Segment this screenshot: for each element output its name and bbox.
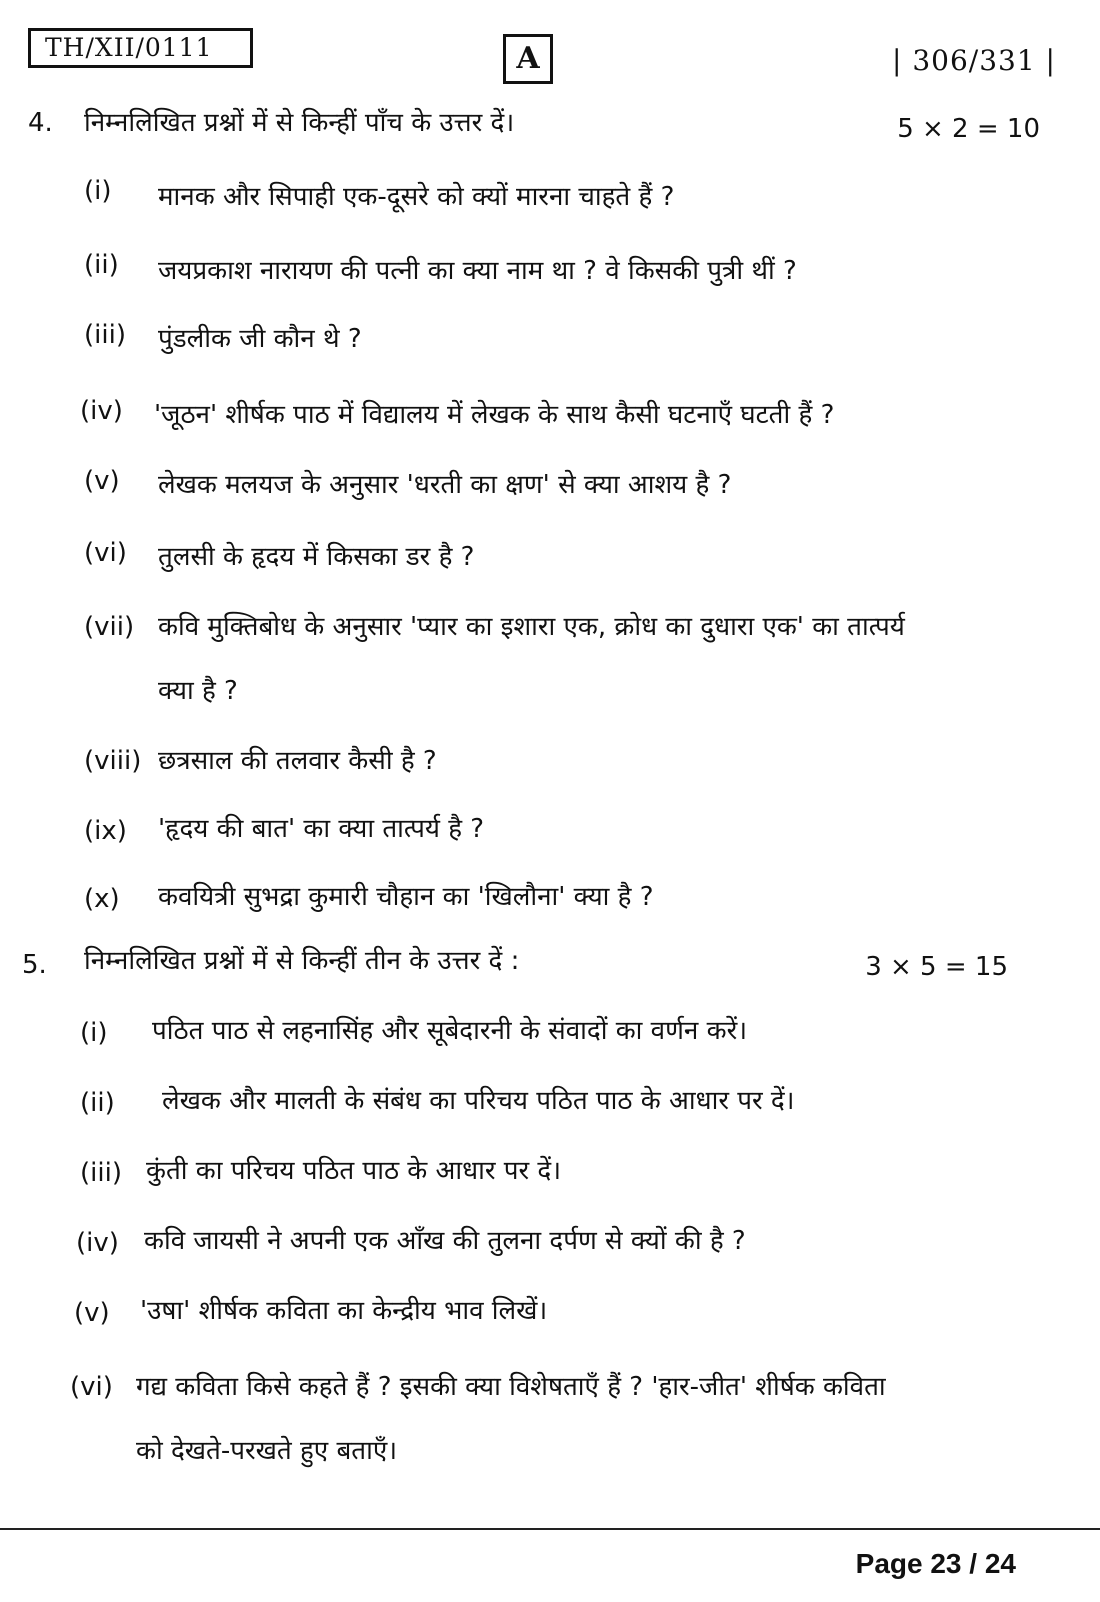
q4-item-label: (iv) (80, 396, 123, 426)
set-label: A (516, 41, 540, 76)
q4-item-label: (ii) (84, 250, 119, 280)
q4-item-label: (vii) (84, 612, 135, 642)
q5-item-text: लेखक और मालती के संबंध का परिचय पठित पाठ के आधार पर दें। (162, 1086, 795, 1116)
q5-item-text-continued: को देखते-परखते हुए बताएँ। (136, 1436, 398, 1466)
q4-item-text: कवि मुक्तिबोध के अनुसार 'प्यार का इशारा एक, क्रोध का दुधारा एक' का तात्पर्य (158, 612, 905, 642)
q4-item-text: तुलसी के हृदय में किसका डर है ? (158, 542, 475, 572)
q5-item-label: (iv) (76, 1228, 119, 1258)
question-4-instruction: निम्नलिखित प्रश्नों में से किन्हीं पाँच के उत्तर दें। (84, 108, 515, 138)
q5-item-label: (v) (74, 1298, 110, 1328)
page-number: Page 23 / 24 (855, 1548, 1016, 1579)
q5-item-label: (iii) (80, 1158, 122, 1188)
q4-item-text: छत्रसाल की तलवार कैसी है ? (158, 746, 437, 776)
q4-item-label: (i) (84, 176, 112, 206)
question-5-marks: 3 × 5 = 15 (865, 952, 1008, 982)
q4-item-text: 'जूठन' शीर्षक पाठ में विद्यालय में लेखक के साथ कैसी घटनाएँ घटती हैं ? (154, 400, 835, 430)
question-5-instruction: निम्नलिखित प्रश्नों में से किन्हीं तीन के उत्तर दें : (84, 946, 520, 976)
paper-code: | 306/331 | (892, 44, 1056, 77)
q4-item-text: जयप्रकाश नारायण की पत्नी का क्या नाम था ? वे किसकी पुत्री थीं ? (158, 256, 797, 286)
question-4-marks: 5 × 2 = 10 (897, 114, 1040, 144)
question-4-number: 4. (28, 108, 53, 138)
q5-item-text: कवि जायसी ने अपनी एक आँख की तुलना दर्पण से क्यों की है ? (144, 1226, 746, 1256)
q4-item-text: मानक और सिपाही एक-दूसरे को क्यों मारना चाहते हैं ? (158, 182, 675, 212)
q5-item-label: (ii) (80, 1088, 115, 1118)
q4-item-label: (viii) (84, 746, 142, 776)
q4-item-label: (vi) (84, 538, 127, 568)
q4-item-text: कवयित्री सुभद्रा कुमारी चौहान का 'खिलौना' क्या है ? (158, 882, 654, 912)
q5-item-label: (i) (80, 1018, 108, 1048)
set-label-box (503, 34, 553, 84)
question-5-number: 5. (22, 950, 47, 980)
exam-code-box (28, 28, 253, 68)
q4-item-label: (x) (84, 884, 120, 914)
q5-item-label: (vi) (70, 1372, 113, 1402)
q4-item-text: 'हृदय की बात' का क्या तात्पर्य है ? (158, 814, 485, 844)
q5-item-text: 'उषा' शीर्षक कविता का केन्द्रीय भाव लिखें। (140, 1296, 548, 1326)
q4-item-label: (ix) (84, 816, 127, 846)
q4-item-label: (iii) (84, 320, 126, 350)
exam-code: TH/XII/0111 (45, 33, 213, 62)
q4-item-text-continued: क्या है ? (158, 676, 238, 706)
q5-item-text: गद्य कविता किसे कहते हैं ? इसकी क्या विशेषताएँ हैं ? 'हार-जीत' शीर्षक कविता (136, 1372, 886, 1402)
footer-divider (0, 1528, 1100, 1530)
q4-item-text: पुंडलीक जी कौन थे ? (158, 324, 362, 354)
q5-item-text: कुंती का परिचय पठित पाठ के आधार पर दें। (146, 1156, 562, 1186)
q4-item-text: लेखक मलयज के अनुसार 'धरती का क्षण' से क्या आशय है ? (158, 470, 732, 500)
q5-item-text: पठित पाठ से लहनासिंह और सूबेदारनी के संवादों का वर्णन करें। (152, 1016, 748, 1046)
q4-item-label: (v) (84, 466, 120, 496)
